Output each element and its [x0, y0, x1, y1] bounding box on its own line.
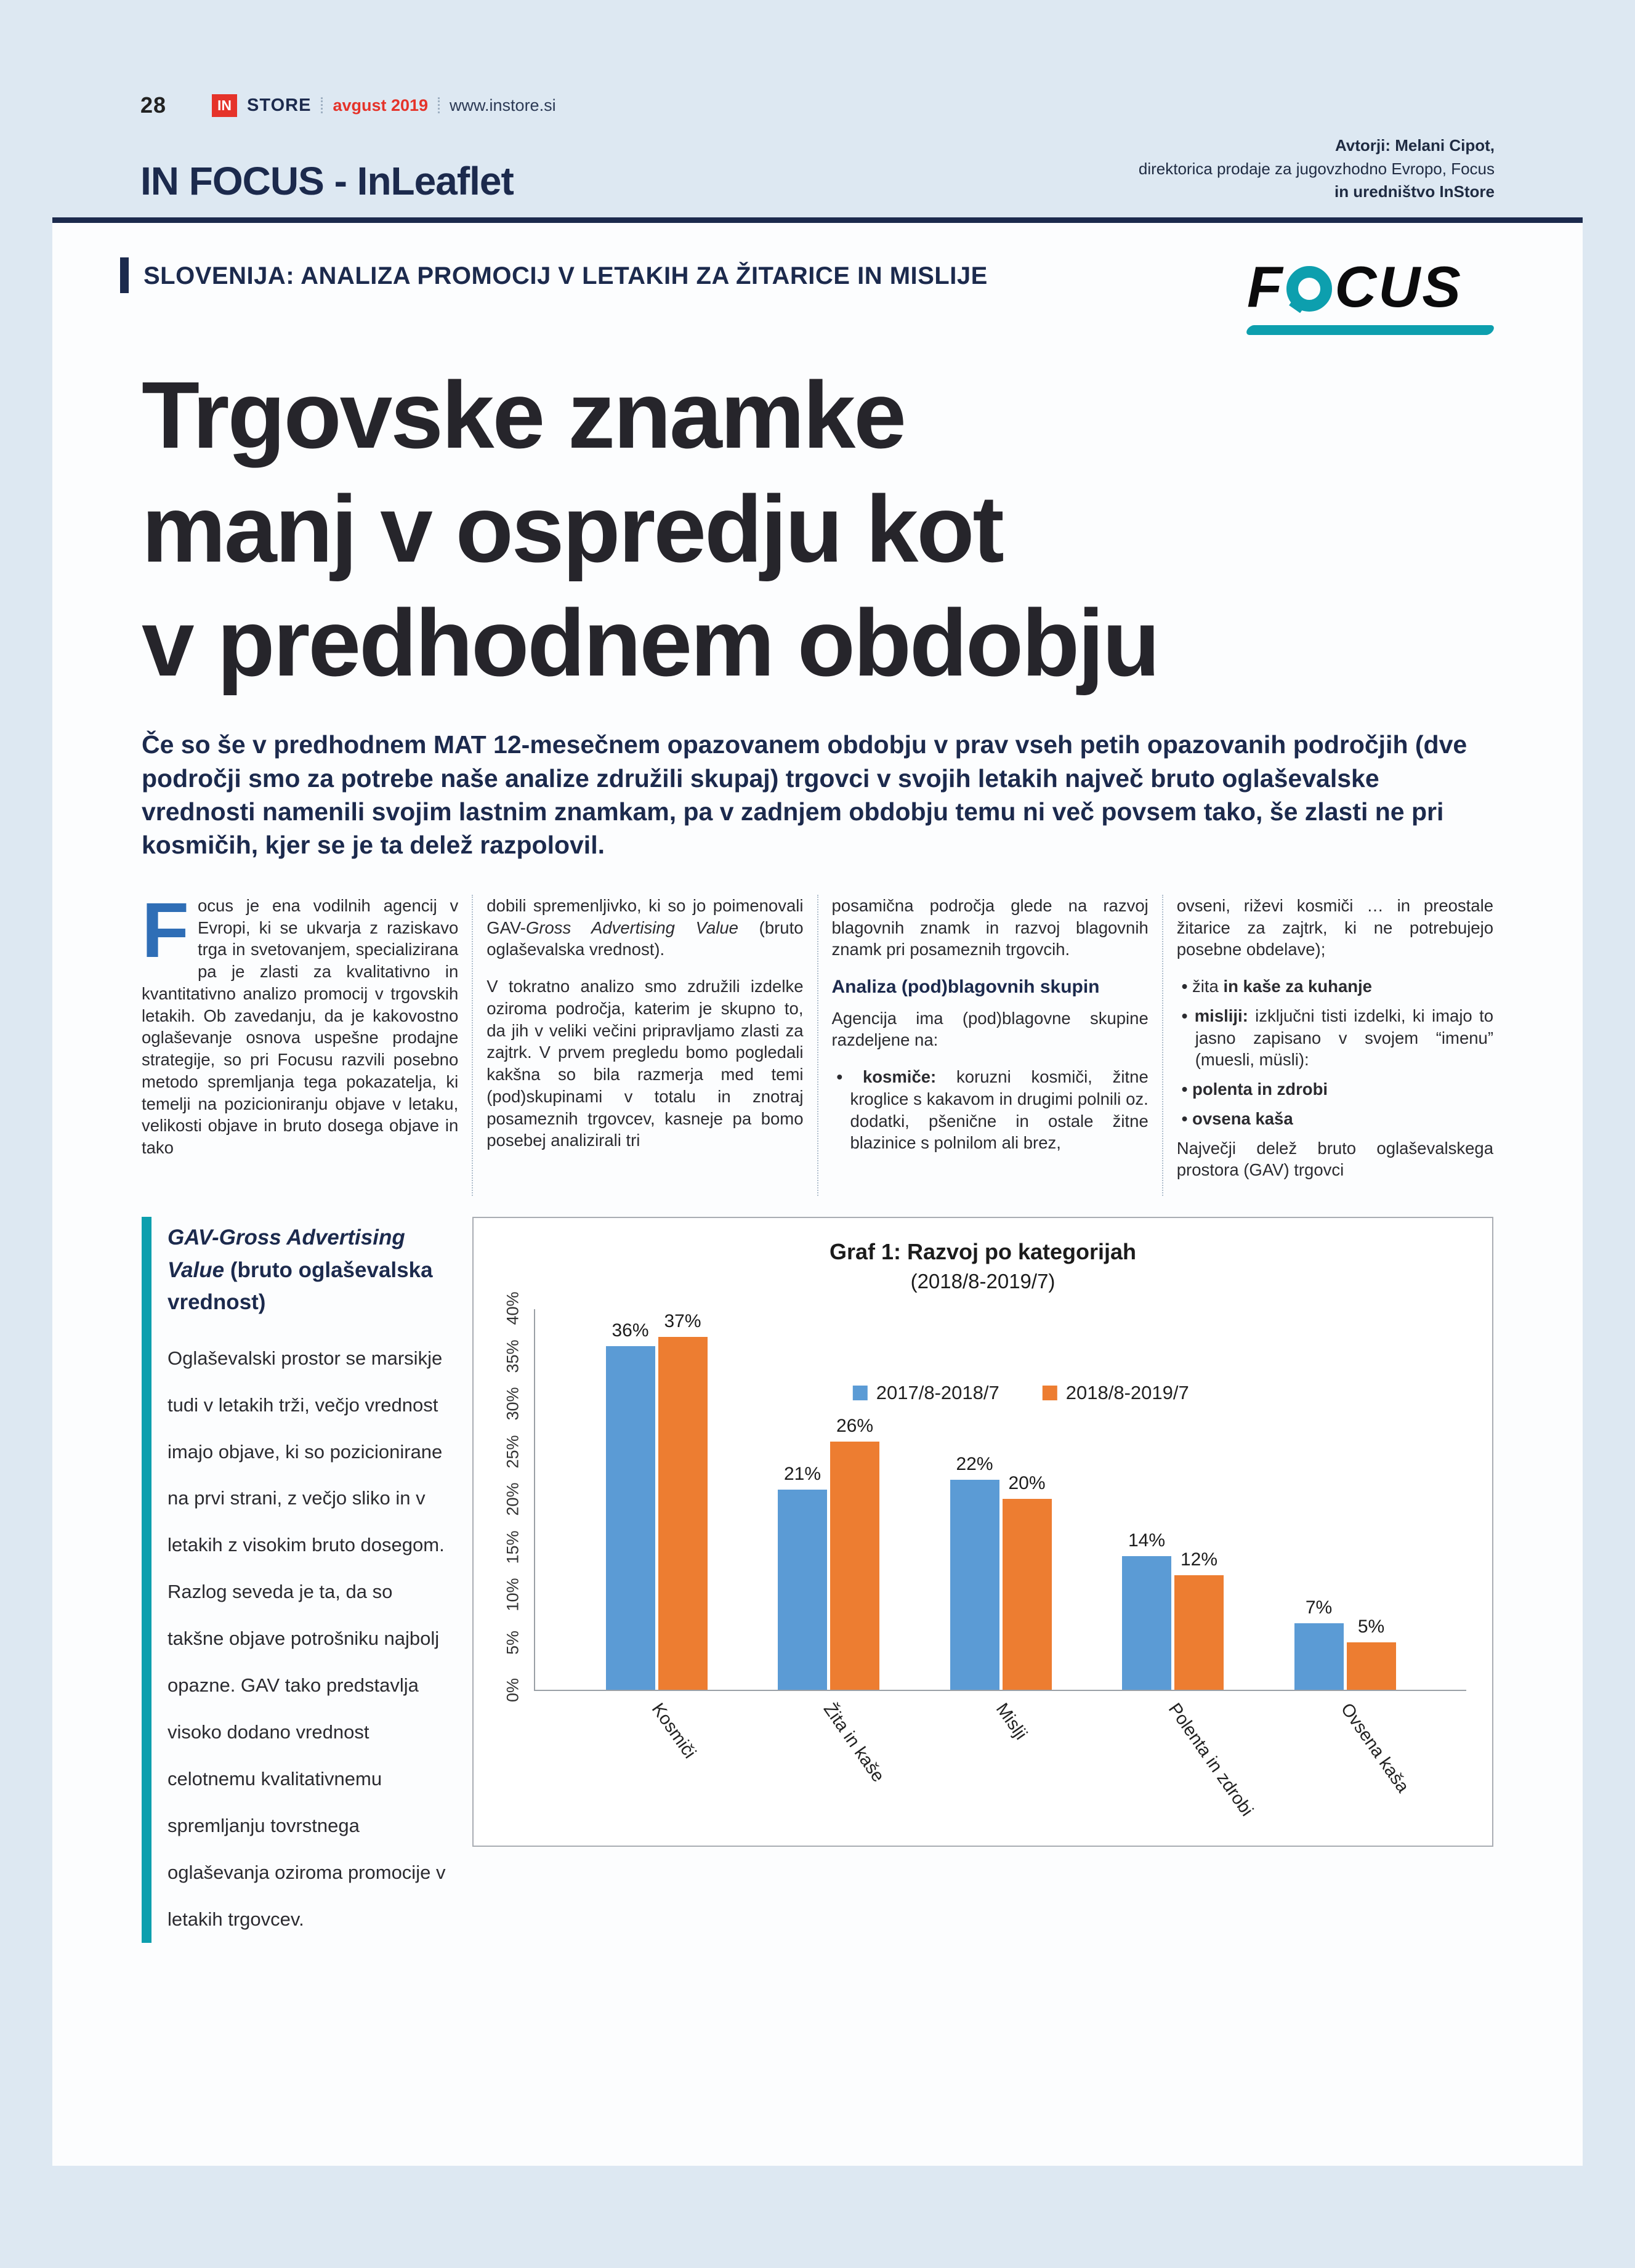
page-number: 28: [140, 92, 167, 118]
paragraph-text: ocus je ena vodilnih agencij v Evropi, ki se ukvarja z raziskavo trga in svetovanjem, specializirana pa je zlasti za kvalitativno in kvantitativno analizo promocij v trgovskih letakih. Ob zavedanju, da je kakovostno oglaševanje osnova uspešne prodajne strategije, so pri Focusu razvili posebno metodo spremljanja tega pokazatelja, ki temelji na pozicioniranju objave v letaku, velikosti objave in bruto dosega objave in tako: [142, 895, 459, 1158]
bar-with-label: [1122, 1530, 1171, 1690]
bar-with-label: [658, 1311, 708, 1690]
bar-value-label: 14%: [1128, 1530, 1166, 1551]
page-header: [0, 0, 1635, 204]
x-label-slot: [777, 1691, 889, 1836]
bar-value-label: 7%: [1305, 1597, 1333, 1618]
authors-line: Avtorji: Melani Cipot,: [1334, 136, 1495, 155]
paragraph: V tokratno analizo smo združili izdelke oziroma področja, katerim je skupno to, da jih v veliki večini pripravljamo zlasti za zajtrk. V prvem pregledu bomo pogledali kakšna so bila razmerja med temi (pod)skupinami v totalu in znotraj posameznih trgovcev, kasneje pa bomo posebej analizirali tri: [486, 977, 804, 1150]
x-axis-category-label: Kosmiči: [647, 1700, 700, 1762]
chart-plot-area: [534, 1309, 1466, 1691]
masthead-store: STORE: [247, 95, 312, 115]
bullet-item: [832, 1066, 1149, 1154]
legend-label: 2017/8-2018/7: [876, 1382, 999, 1404]
bar: [1003, 1499, 1052, 1690]
paragraph: posamična področja glede na razvoj blagovnih znamk in razvoj blagovnih znamk pri posameznih trgovcih.: [831, 895, 1149, 959]
masthead-url[interactable]: www.instore.si: [450, 95, 556, 115]
bar: [606, 1346, 655, 1690]
bar-value-label: 21%: [783, 1463, 822, 1484]
focus-logo-swoosh: [1245, 325, 1495, 335]
gav-heading-rest: (bruto oglaševalska vrednost): [168, 1257, 433, 1315]
paragraph-text-italic: Gross Advertising Value: [525, 918, 738, 937]
headline: [142, 358, 1493, 700]
x-axis-category-label: Ovsena kaša: [1336, 1700, 1413, 1797]
bar-value-label: 37%: [664, 1310, 701, 1331]
bar: [1122, 1556, 1171, 1690]
paragraph-text: dobili spremenljivko, ki so jo poimenovali GAV-: [486, 895, 804, 937]
instore-logo-icon: IN: [212, 94, 237, 117]
bar: [1174, 1575, 1224, 1690]
bar: [950, 1480, 999, 1690]
column-4: [1162, 895, 1493, 1196]
x-axis-category-label: Mislji: [991, 1700, 1031, 1744]
bar: [830, 1442, 879, 1690]
chart: [472, 1217, 1493, 1847]
headline-line: v predhodnem obdobju: [142, 589, 1158, 696]
authors-line: in uredništvo InStore: [1334, 182, 1495, 201]
bar: [1294, 1623, 1344, 1690]
x-label-slot: [605, 1691, 706, 1836]
masthead-issue: avgust 2019: [333, 95, 429, 115]
paragraph: [142, 886, 459, 1159]
bullet-item: [1177, 975, 1493, 998]
bar-group: [950, 1454, 1052, 1690]
x-axis-category-label: Polenta in zdrobi: [1164, 1700, 1257, 1820]
kicker: SLOVENIJA: ANALIZA PROMOCIJ V LETAKIH ZA ŽITARICE IN MISLIJE: [143, 262, 988, 290]
x-axis-category-label: Žita in kaše: [820, 1700, 889, 1786]
chart-caption: [499, 1239, 1466, 1293]
bar-with-label: [1174, 1549, 1224, 1690]
y-axis-tick-label: 40%: [503, 1291, 522, 1325]
bullet-lead: polenta in zdrobi: [1192, 1080, 1328, 1099]
legend-label: 2018/8-2019/7: [1065, 1382, 1189, 1404]
bar-with-label: [830, 1416, 879, 1690]
bar-value-label: 5%: [1357, 1616, 1385, 1637]
x-label-slot: [1121, 1691, 1257, 1836]
y-axis-tick-label: 5%: [503, 1630, 522, 1655]
gav-sidebar: [142, 1217, 453, 1943]
focus-logo-cus: CUS: [1334, 254, 1463, 320]
section-title: IN FOCUS - InLeaflet: [140, 159, 514, 204]
focus-logo: [1247, 254, 1493, 335]
gav-heading-italic: GAV-Gross Advertising Value: [168, 1225, 405, 1282]
bar-value-label: 36%: [612, 1320, 649, 1341]
y-axis-tick-label: 25%: [503, 1435, 522, 1469]
authors-line: direktorica prodaje za jugovzhodno Evropo, Focus: [1138, 159, 1495, 178]
column-3: [817, 895, 1149, 1196]
y-axis-tick-label: 20%: [503, 1482, 522, 1516]
paragraph: Največji delež bruto oglaševalskega prostora (GAV) trgovci: [1176, 1138, 1493, 1180]
x-label-slot: [1294, 1691, 1413, 1836]
chart-x-labels: [534, 1691, 1466, 1836]
bullet-text: žita: [1192, 977, 1224, 996]
gav-sidebar-body: Oglaševalski prostor se marsikje tudi v letakih trži, večjo vrednost imajo objave, ki so pozicionirane na prvi strani, z večjo sliko in v letakih z visokim bruto dosegom. Razlog seveda je ta, da so takšne objave potrošniku najbolj opazne. GAV tako predstavlja visoko dodano vrednost celotnemu kvalitativnemu spremljanju tovrstnega oglaševanja oziroma promocije v letakih trgovcev.: [168, 1347, 446, 1930]
bar-value-label: 26%: [836, 1416, 874, 1437]
bullet-lead: kosmiče:: [862, 1067, 937, 1087]
column-2: [472, 895, 803, 1196]
header-rule: [52, 217, 1583, 223]
column-1: [142, 886, 459, 1196]
kicker-tick: [120, 257, 129, 293]
focus-logo-wordmark: [1247, 254, 1493, 320]
y-axis-tick-label: 10%: [503, 1578, 522, 1612]
chart-bars: [535, 1309, 1466, 1690]
bar-with-label: [778, 1464, 827, 1690]
bar: [1347, 1642, 1396, 1690]
bar-with-label: [1347, 1616, 1396, 1690]
paragraph: [486, 895, 803, 961]
bullet-item: [1177, 1108, 1493, 1130]
gav-sidebar-heading: [168, 1222, 453, 1319]
dropcap: F: [142, 886, 189, 974]
bar-value-label: 22%: [956, 1454, 993, 1475]
y-axis-tick-label: 35%: [503, 1339, 522, 1373]
bullet-lead: misliji:: [1194, 1006, 1248, 1025]
bar-with-label: [1294, 1597, 1344, 1690]
authors-block: [1139, 134, 1495, 204]
lead-paragraph: Če so še v predhodnem MAT 12-mesečnem opazovanem obdobju v prav vseh petih opazovanih področjih (dve področji smo za potrebe naše analize združili skupaj) trgovci v svojih letakih največ bruto oglaševalske vrednosti namenili svojim lastnim znamkam, pa v zadnjem obdobju temu ni več povsem tako, še zlasti ne pri kosmičih, kjer se je ta delež razpolovil.: [142, 730, 1467, 859]
y-axis-tick-label: 0%: [503, 1678, 522, 1703]
paragraph: ovseni, riževi kosmiči … in preostale žitarice za zajtrk, ki ne potrebujejo posebne obdelave);: [1176, 895, 1493, 959]
headline-line: Trgovske znamke: [142, 362, 905, 469]
chart-subtitle: (2018/8-2019/7): [910, 1270, 1056, 1293]
masthead-separator: [321, 97, 323, 113]
bar-group: [778, 1416, 879, 1690]
chart-y-axis: [499, 1291, 534, 1703]
bullet-text: izključni tisti izdelki, ki imajo to jasno zapisano v svojem “imenu” (muesli, müsli):: [1195, 1006, 1493, 1070]
body-columns: [142, 886, 1493, 1196]
bar-with-label: [606, 1320, 655, 1690]
bullet-item: [1177, 1078, 1493, 1100]
bar-with-label: [950, 1454, 999, 1690]
bullet-lead: ovsena kaša: [1192, 1108, 1293, 1128]
focus-logo-lens-icon: [1286, 266, 1332, 312]
bar-group: [1122, 1530, 1224, 1690]
bullet-item: [1177, 1005, 1493, 1071]
bar: [658, 1337, 708, 1690]
bar-value-label: 20%: [1008, 1473, 1046, 1494]
x-label-slot: [949, 1691, 1051, 1836]
masthead-separator: [438, 97, 440, 113]
bullet-text: koruzni kosmiči, žitne kroglice s kakavom in drugimi polnili oz. dodatki, pšenične in ostale žitne blazinice s polnilom ali brez,: [850, 1067, 1149, 1153]
bar-group: [1294, 1597, 1396, 1690]
y-axis-tick-label: 30%: [503, 1387, 522, 1421]
bar-value-label: 12%: [1180, 1549, 1218, 1570]
chart-title: Graf 1: Razvoj po kategorijah: [829, 1239, 1137, 1265]
bar-group: [606, 1311, 708, 1690]
paragraph: Agencija ima (pod)blagovne skupine razdeljene na:: [831, 1008, 1149, 1050]
article: [52, 223, 1583, 2166]
bar-with-label: [1003, 1473, 1052, 1690]
paragraph-text: (bruto oglaševalska vrednost).: [486, 918, 804, 959]
focus-logo-f: F: [1247, 254, 1285, 320]
bullet-lead: in kaše za kuhanje: [1223, 977, 1372, 996]
y-axis-tick-label: 15%: [503, 1530, 522, 1564]
bar: [778, 1490, 827, 1690]
subheading: Analiza (pod)blagovnih skupin: [831, 977, 1100, 998]
headline-line: manj v ospredju kot: [142, 475, 1003, 582]
masthead: [140, 92, 1495, 118]
